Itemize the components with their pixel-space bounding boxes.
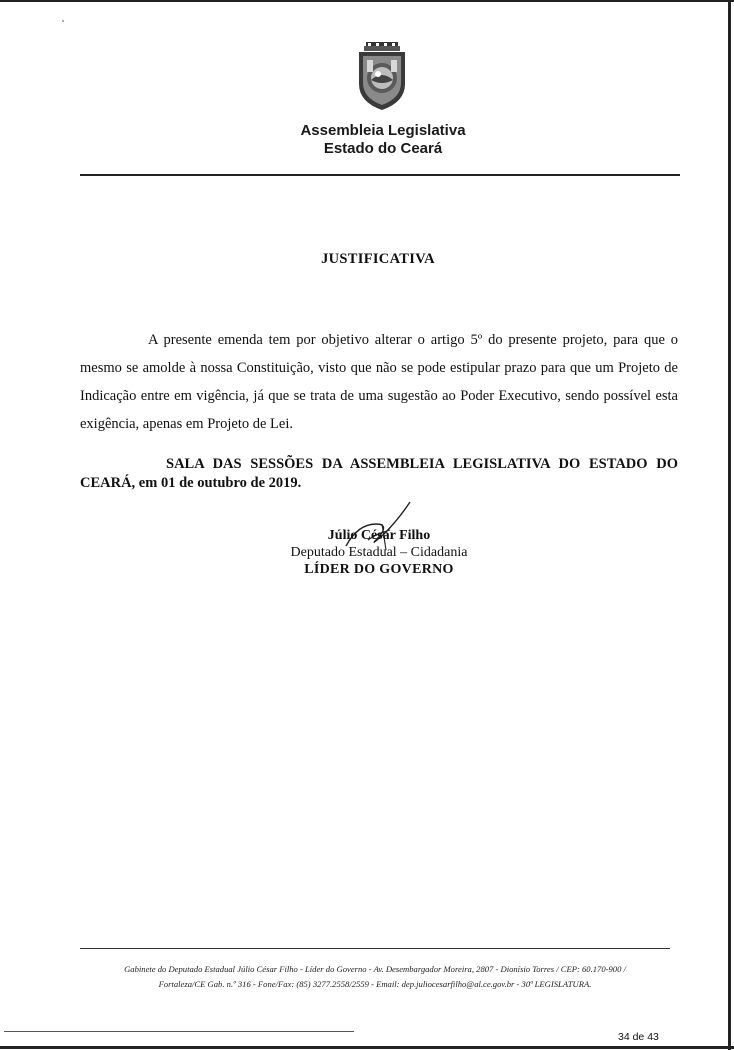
page-bottom-border — [0, 1046, 734, 1049]
footer-divider — [80, 948, 670, 949]
page-top-border — [0, 0, 734, 2]
institution-header — [230, 122, 536, 158]
header-divider — [80, 174, 680, 176]
state-crest-icon — [354, 40, 410, 112]
signature-block — [262, 527, 496, 578]
signatory-name: Júlio César Filho — [327, 528, 431, 543]
justification-paragraph: A presente emenda tem por objetivo alterar o artigo 5º do presente projeto, para que o mesmo se amolde à nossa Constituição, visto que não se pode estipular prazo para que um Projeto de Indicação entre em vigência, já que se trata de uma sugestão ao Poder Executivo, sendo possível esta exigência, apenas em Projeto de Lei. — [80, 332, 678, 432]
footer-line-1: Gabinete do Deputado Estadual Júlio César Filho - Líder do Governo - Av. Desembargador Moreira, 2807 - Dionísio Torres / CEP: 60.170-900 / — [124, 964, 626, 974]
document-title: JUSTIFICATIVA — [321, 251, 435, 267]
page-number: 34 de 43 — [618, 1031, 659, 1043]
viewer-bottom-rule — [4, 1031, 354, 1032]
scan-speck — [62, 20, 64, 22]
page-right-border — [728, 0, 731, 1050]
office-footer — [70, 962, 680, 992]
signatory-position: LÍDER DO GOVERNO — [304, 562, 454, 577]
institution-name: Assembleia Legislativa — [300, 122, 466, 139]
signatory-role: Deputado Estadual – Cidadania — [290, 545, 468, 560]
state-name: Estado do Ceará — [323, 140, 443, 157]
session-closing: SALA DAS SESSÕES DA ASSEMBLEIA LEGISLATIVA DO ESTADO DO CEARÁ, em 01 de outubro de 2019. — [80, 456, 678, 491]
footer-line-2: Fortaleza/CE Gab. n.º 316 - Fone/Fax: (85) 3277.2558/2559 - Email: dep.juliocesarfilho@al.ce.gov.br - 30ª LEGISLATURA. — [158, 979, 592, 989]
